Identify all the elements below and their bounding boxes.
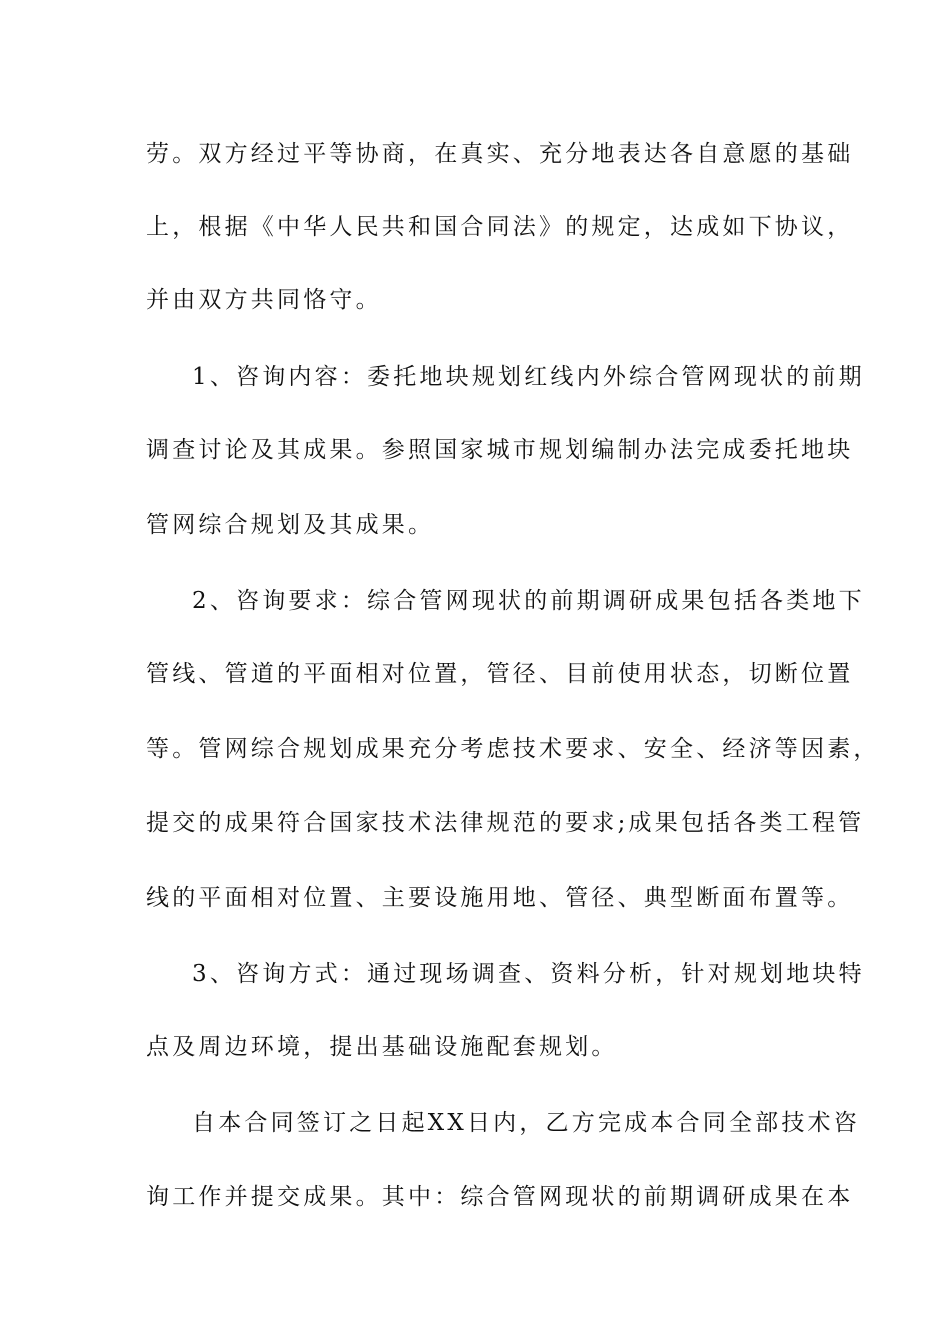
text-line: 管线、管道的平面相对位置，管径、目前使用状态，切断位置 [146,661,854,687]
paragraph-start-line: 2、咨询要求：综合管网现状的前期调研成果包括各类地下 [192,588,865,614]
text-line: 线的平面相对位置、主要设施用地、管径、典型断面布置等。 [146,885,854,911]
text-line: 询工作并提交成果。其中：综合管网现状的前期调研成果在本 [146,1184,854,1210]
text-line: 调查讨论及其成果。参照国家城市规划编制办法完成委托地块 [146,437,854,463]
text-line: 等。管网综合规划成果充分考虑技术要求、安全、经济等因素， [146,736,880,762]
paragraph-start-line: 1、咨询内容：委托地块规划红线内外综合管网现状的前期 [192,364,865,390]
text-line: 点及周边环境，提出基础设施配套规划。 [146,1034,618,1060]
paragraph-start-line: 自本合同签订之日起XX日内，乙方完成本合同全部技术咨 [192,1110,860,1136]
text-line: 管网综合规划及其成果。 [146,512,435,538]
text-line: 上，根据《中华人民共和国合同法》的规定，达成如下协议， [146,214,854,240]
text-line: 提交的成果符合国家技术法律规范的要求;成果包括各类工程管 [146,810,865,836]
text-line: 劳。双方经过平等协商，在真实、充分地表达各自意愿的基础 [146,141,854,167]
paragraph-start-line: 3、咨询方式：通过现场调查、资料分析，针对规划地块特 [192,961,865,987]
text-line: 并由双方共同恪守。 [146,287,382,313]
